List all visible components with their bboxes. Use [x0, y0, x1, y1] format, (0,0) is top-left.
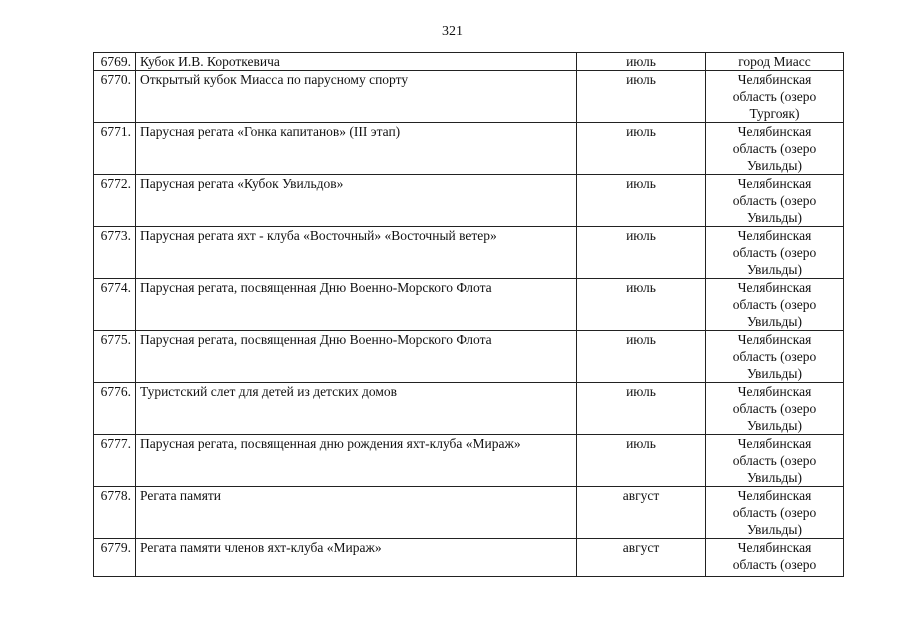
event-place: Челябинская область (озеро Увильды) — [706, 227, 844, 279]
table-row — [94, 383, 844, 435]
event-place: Челябинская область (озеро Увильды) — [706, 331, 844, 383]
table-row — [94, 53, 844, 71]
row-number: 6771. — [94, 123, 136, 175]
table-row — [94, 227, 844, 279]
event-place: Челябинская область (озеро Увильды) — [706, 123, 844, 175]
event-name: Открытый кубок Миасса по парусному спорту — [136, 71, 577, 123]
event-month: июль — [577, 227, 706, 279]
row-number: 6769. — [94, 53, 136, 71]
table-row — [94, 331, 844, 383]
page-number: 321 — [442, 24, 463, 39]
row-number: 6773. — [94, 227, 136, 279]
table-row — [94, 435, 844, 487]
row-number: 6775. — [94, 331, 136, 383]
event-place: Челябинская область (озеро Увильды) — [706, 175, 844, 227]
event-place: Челябинская область (озеро Увильды) — [706, 383, 844, 435]
table-row — [94, 487, 844, 539]
event-month: июль — [577, 383, 706, 435]
event-place: Челябинская область (озеро Тургояк) — [706, 71, 844, 123]
event-month: июль — [577, 435, 706, 487]
row-number: 6774. — [94, 279, 136, 331]
row-number: 6770. — [94, 71, 136, 123]
row-number: 6778. — [94, 487, 136, 539]
event-name: Регата памяти — [136, 487, 577, 539]
event-month: июль — [577, 331, 706, 383]
event-month: август — [577, 539, 706, 577]
event-month: июль — [577, 175, 706, 227]
events-table — [93, 52, 844, 577]
row-number: 6779. — [94, 539, 136, 577]
event-place: город Миасс — [706, 53, 844, 71]
event-name: Кубок И.В. Короткевича — [136, 53, 577, 71]
event-name: Парусная регата, посвященная Дню Военно-Морского Флота — [136, 279, 577, 331]
event-name: Парусная регата «Гонка капитанов» (III этап) — [136, 123, 577, 175]
event-month: июль — [577, 123, 706, 175]
table-row — [94, 71, 844, 123]
event-month: август — [577, 487, 706, 539]
event-month: июль — [577, 53, 706, 71]
table-row — [94, 175, 844, 227]
event-name: Регата памяти членов яхт-клуба «Мираж» — [136, 539, 577, 577]
event-month: июль — [577, 279, 706, 331]
row-number: 6776. — [94, 383, 136, 435]
event-place: Челябинская область (озеро Увильды) — [706, 435, 844, 487]
table-row — [94, 539, 844, 577]
event-name: Парусная регата «Кубок Увильдов» — [136, 175, 577, 227]
event-place: Челябинская область (озеро Увильды) — [706, 487, 844, 539]
event-name: Парусная регата яхт - клуба «Восточный» «Восточный ветер» — [136, 227, 577, 279]
event-place: Челябинская область (озеро — [706, 539, 844, 577]
event-month: июль — [577, 71, 706, 123]
event-name: Парусная регата, посвященная дню рождения яхт-клуба «Мираж» — [136, 435, 577, 487]
event-place: Челябинская область (озеро Увильды) — [706, 279, 844, 331]
table-row — [94, 123, 844, 175]
event-name: Парусная регата, посвященная Дню Военно-Морского Флота — [136, 331, 577, 383]
row-number: 6777. — [94, 435, 136, 487]
event-name: Туристский слет для детей из детских домов — [136, 383, 577, 435]
table-row — [94, 279, 844, 331]
row-number: 6772. — [94, 175, 136, 227]
